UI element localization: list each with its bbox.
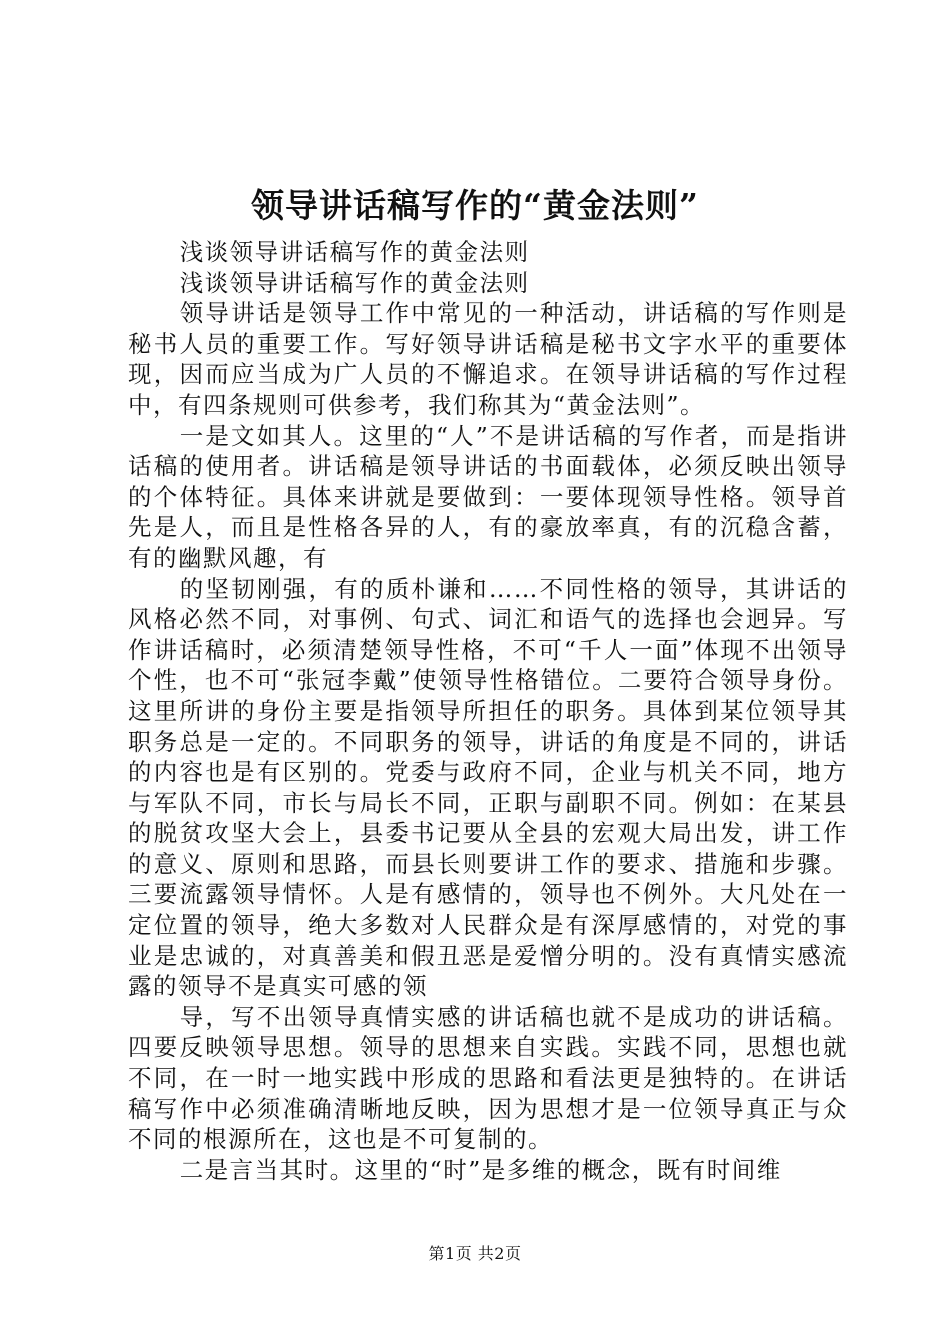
- subtitle-line: 浅谈领导讲话稿写作的黄金法则: [179, 268, 530, 297]
- document-title: 领导讲话稿写作的“黄金法则”: [251, 186, 699, 225]
- page-footer: 第1页 共2页: [428, 1244, 522, 1263]
- body-paragraph: 一是文如其人。这里的“人”不是讲话稿的写作者，而是指讲话稿的使用者。讲话稿是领导讲话的书面载体，必须反映出领导的个体特征。具体来讲就是要做到：一要体现领导性格。领导首先是人，而且是性格各异的人，有的豪放率真，有的沉稳含蓄，有的幽默风趣，有: [128, 421, 848, 572]
- document-body: [128, 237, 848, 1185]
- body-paragraph: 的坚韧刚强，有的质朴谦和……不同性格的领导，其讲话的风格必然不同，对事例、句式、词汇和语气的选择也会迥异。写作讲话稿时，必须清楚领导性格，不可“千人一面”体现不出领导个性，也不可“张冠李戴”使领导性格错位。二要符合领导身份。这里所讲的身份主要是指领导所担任的职务。具体到某位领导其职务总是一定的。不同职务的领导，讲话的角度是不同的，讲话的内容也是有区别的。党委与政府不同，企业与机关不同，地方与军队不同，市长与局长不同，正职与副职不同。例如：在某县的脱贫攻坚大会上，县委书记要从全县的宏观大局出发，讲工作的意义、原则和思路，而县长则要讲工作的要求、措施和步骤。三要流露领导情怀。人是有感情的，领导也不例外。大凡处在一定位置的领导，绝大多数对人民群众是有深厚感情的，对党的事业是忠诚的，对真善美和假丑恶是爱憎分明的。没有真情实感流露的领导不是真实可感的领: [128, 574, 848, 1001]
- body-paragraph: 导，写不出领导真情实感的讲话稿也就不是成功的讲话稿。四要反映领导思想。领导的思想来自实践。实践不同，思想也就不同，在一时一地实践中形成的思路和看法更是独特的。在讲话稿写作中必须准确清晰地反映，因为思想才是一位领导真正与众不同的根源所在，这也是不可复制的。: [128, 1002, 848, 1154]
- body-paragraph: 领导讲话是领导工作中常见的一种活动，讲话稿的写作则是秘书人员的重要工作。写好领导讲话稿是秘书文字水平的重要体现，因而应当成为广人员的不懈追求。在领导讲话稿的写作过程中，有四条规则可供参考，我们称其为“黄金法则”。: [128, 299, 848, 419]
- subtitle-line: 浅谈领导讲话稿写作的黄金法则: [179, 238, 530, 266]
- body-paragraph: 二是言当其时。这里的“时”是多维的概念，既有时间维: [179, 1155, 782, 1184]
